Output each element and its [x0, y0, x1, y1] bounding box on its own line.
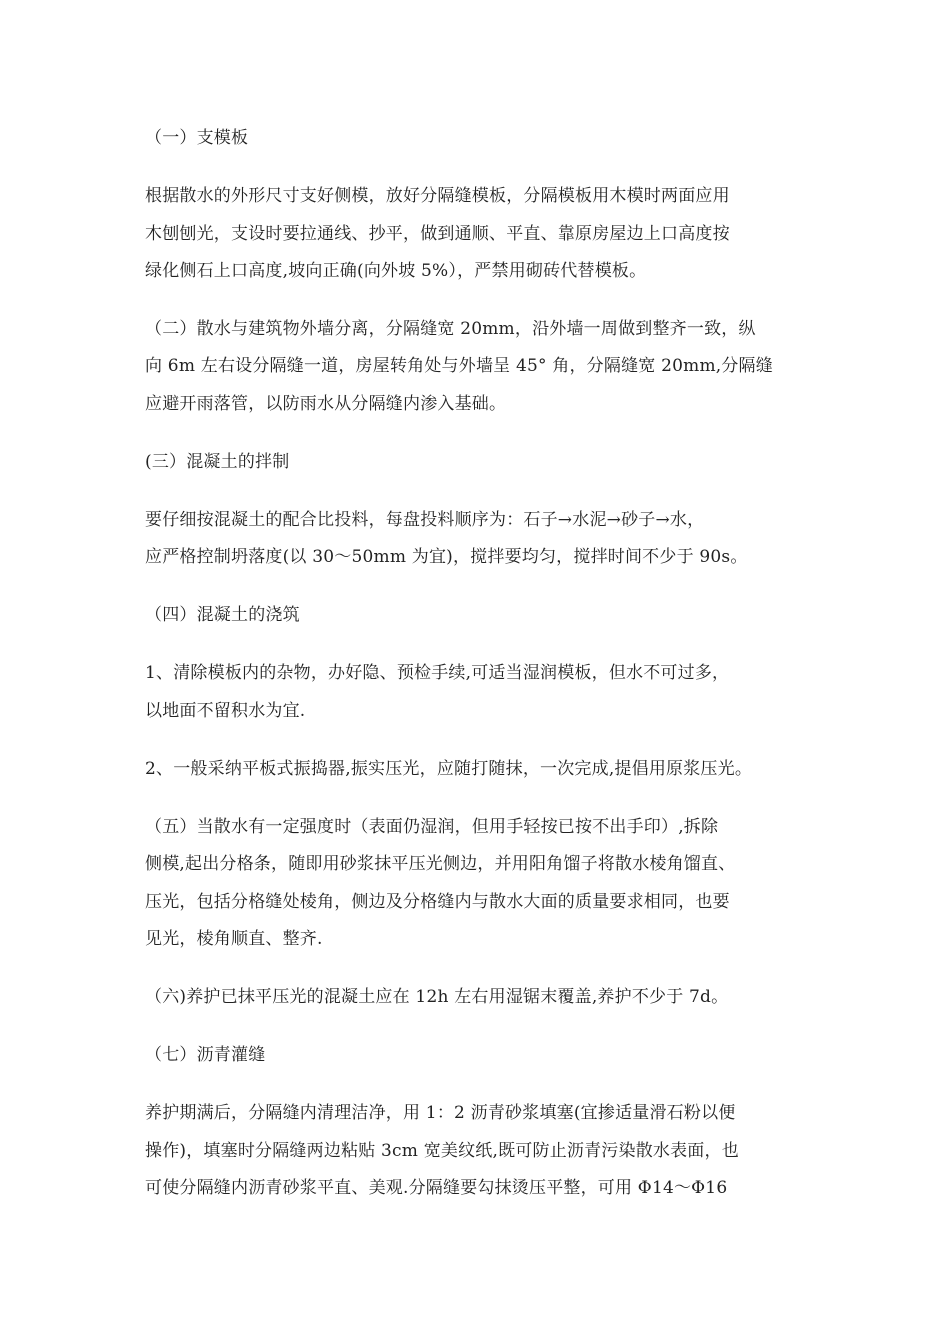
paragraph-line: 操作)，填塞时分隔缝两边粘贴 3cm 宽美纹纸,既可防止沥青污染散水表面，也 — [145, 1141, 739, 1161]
heading-3: (三）混凝土的拌制 — [145, 452, 290, 472]
paragraph-line: （五）当散水有一定强度时（表面仍湿润，但用手轻按已按不出手印）,拆除 — [145, 817, 719, 837]
paragraph-line: 要仔细按混凝土的配合比投料，每盘投料顺序为：石子→水泥→砂子→水， — [145, 510, 705, 530]
paragraph-line: 2、一般采纳平板式振捣器,振实压光，应随打随抹，一次完成,提倡用原浆压光。 — [145, 759, 753, 779]
paragraph-line: 以地面不留积水为宜. — [145, 701, 306, 721]
paragraph-line: 1、清除模板内的杂物，办好隐、预检手续,可适当湿润模板，但水不可过多， — [145, 663, 730, 683]
paragraph-line: 应严格控制坍落度(以 30～50mm 为宜)，搅拌要均匀，搅拌时间不少于 90s。 — [145, 547, 748, 567]
paragraph-line: 应避开雨落管，以防雨水从分隔缝内渗入基础。 — [145, 394, 507, 414]
paragraph-line: 木刨刨光，支设时要拉通线、抄平，做到通顺、平直、靠原房屋边上口高度按 — [145, 224, 730, 244]
paragraph-line: 养护期满后，分隔缝内清理洁净，用 1：2 沥青砂浆填塞(宜掺适量滑石粉以便 — [145, 1103, 736, 1123]
paragraph-line: （六)养护已抹平压光的混凝土应在 12h 左右用湿锯末覆盖,养护不少于 7d。 — [145, 987, 729, 1007]
paragraph-line: （二）散水与建筑物外墙分离，分隔缝宽 20mm，沿外墙一周做到整齐一致，纵 — [145, 319, 756, 339]
heading-7: （七）沥青灌缝 — [145, 1045, 266, 1065]
heading-1: （一）支模板 — [145, 128, 249, 148]
paragraph-line: 绿化侧石上口高度,坡向正确(向外坡 5%），严禁用砌砖代替模板。 — [145, 261, 647, 281]
paragraph-line: 见光，棱角顺直、整齐. — [145, 929, 323, 949]
paragraph-line: 压光，包括分格缝处棱角，侧边及分格缝内与散水大面的质量要求相同，也要 — [145, 892, 730, 912]
paragraph-line: 根据散水的外形尺寸支好侧模，放好分隔缝模板，分隔模板用木模时两面应用 — [145, 186, 730, 206]
paragraph-line: 侧模,起出分格条，随即用砂浆抹平压光侧边，并用阳角馏子将散水棱角馏直、 — [145, 854, 736, 874]
paragraph-line: 可使分隔缝内沥青砂浆平直、美观.分隔缝要勾抹烫压平整，可用 Φ14～Φ16 — [145, 1178, 728, 1198]
paragraph-line: 向 6m 左右设分隔缝一道，房屋转角处与外墙呈 45° 角，分隔缝宽 20mm,分隔缝 — [145, 356, 773, 376]
heading-4: （四）混凝土的浇筑 — [145, 605, 300, 625]
